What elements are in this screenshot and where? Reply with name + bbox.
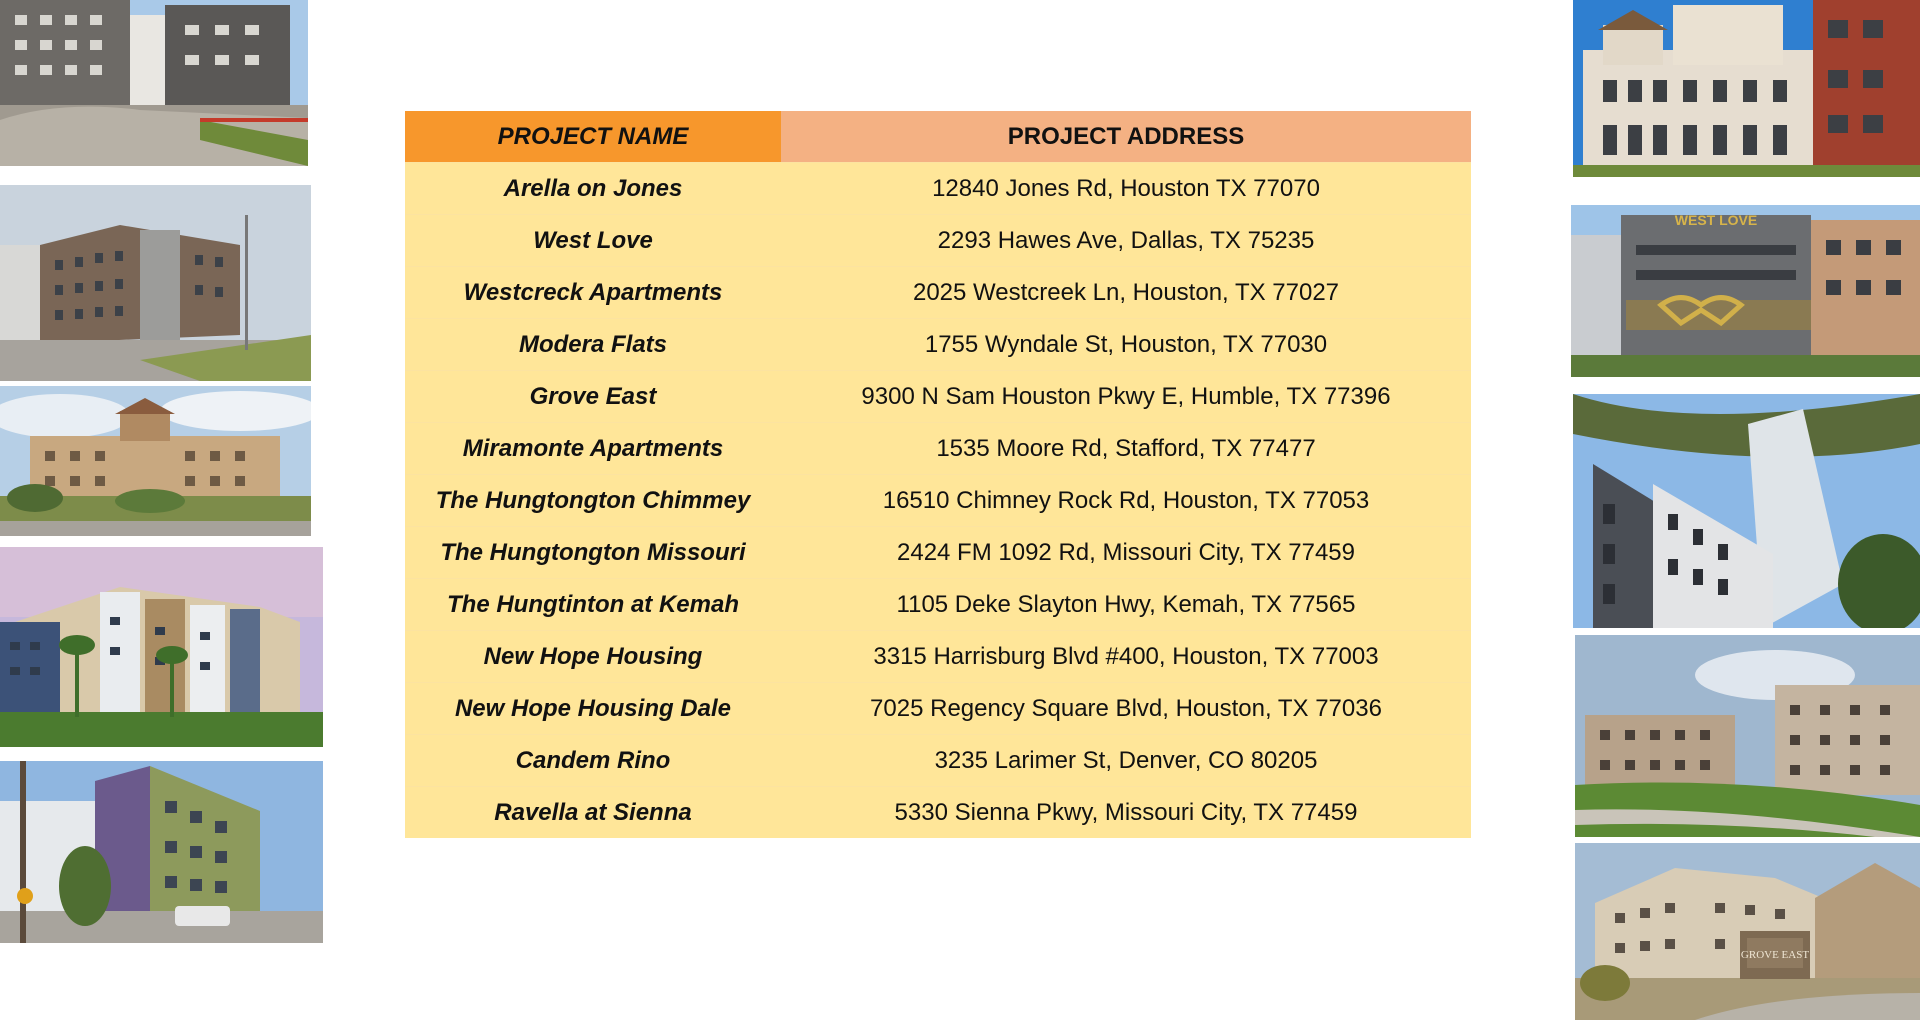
building-photo-left-4 [0,547,323,747]
project-address-cell: 1755 Wyndale St, Houston, TX 77030 [781,319,1471,371]
table-body [405,163,1471,839]
table-row [405,683,1471,735]
building-photo-left-1 [0,0,308,166]
project-address-header: PROJECT ADDRESS [781,111,1471,163]
grove-east-sign-text: GROVE EAST [1740,949,1810,961]
project-address-cell: 1105 Deke Slayton Hwy, Kemah, TX 77565 [781,579,1471,631]
project-address-cell: 5330 Sienna Pkwy, Missouri City, TX 77459 [781,787,1471,839]
project-name-cell: West Love [405,215,781,267]
project-name-cell: Miramonte Apartments [405,423,781,475]
project-name-cell: New Hope Housing [405,631,781,683]
building-photo-right-2-west-love [1571,205,1920,377]
table-row [405,527,1471,579]
project-name-cell: The Hungtongton Missouri [405,527,781,579]
table-row [405,423,1471,475]
building-photo-right-5-grove-east [1575,843,1920,1020]
project-name-cell: New Hope Housing Dale [405,683,781,735]
project-address-cell: 3235 Larimer St, Denver, CO 80205 [781,735,1471,787]
project-name-header: PROJECT NAME [405,111,781,163]
project-address-cell: 2424 FM 1092 Rd, Missouri City, TX 77459 [781,527,1471,579]
table-row [405,579,1471,631]
building-photo-left-3 [0,386,311,536]
project-address-cell: 7025 Regency Square Blvd, Houston, TX 77036 [781,683,1471,735]
projects-table [405,111,1471,838]
project-address-cell: 16510 Chimney Rock Rd, Houston, TX 77053 [781,475,1471,527]
table-row [405,163,1471,215]
project-address-cell: 3315 Harrisburg Blvd #400, Houston, TX 77003 [781,631,1471,683]
building-photo-right-4 [1575,635,1920,837]
table-header-row [405,111,1471,163]
project-name-cell: Ravella at Sienna [405,787,781,839]
project-name-cell: Modera Flats [405,319,781,371]
project-name-cell: Candem Rino [405,735,781,787]
table-row [405,787,1471,839]
project-name-cell: Westcreck Apartments [405,267,781,319]
project-name-cell: The Hungtongton Chimmey [405,475,781,527]
building-photo-left-2 [0,185,311,381]
project-address-cell: 1535 Moore Rd, Stafford, TX 77477 [781,423,1471,475]
west-love-sign-text: WEST LOVE [1674,212,1758,228]
project-address-cell: 9300 N Sam Houston Pkwy E, Humble, TX 77396 [781,371,1471,423]
project-address-cell: 12840 Jones Rd, Houston TX 77070 [781,163,1471,215]
table-row [405,267,1471,319]
project-name-cell: Arella on Jones [405,163,781,215]
project-address-cell: 2025 Westcreek Ln, Houston, TX 77027 [781,267,1471,319]
project-address-cell: 2293 Hawes Ave, Dallas, TX 75235 [781,215,1471,267]
project-name-cell: The Hungtinton at Kemah [405,579,781,631]
building-photo-left-5 [0,761,323,943]
building-photo-right-1 [1573,0,1920,177]
table-row [405,371,1471,423]
building-photo-right-3 [1573,394,1920,628]
table-row [405,631,1471,683]
table-row [405,735,1471,787]
table-row [405,475,1471,527]
table-row [405,215,1471,267]
project-name-cell: Grove East [405,371,781,423]
table-row [405,319,1471,371]
